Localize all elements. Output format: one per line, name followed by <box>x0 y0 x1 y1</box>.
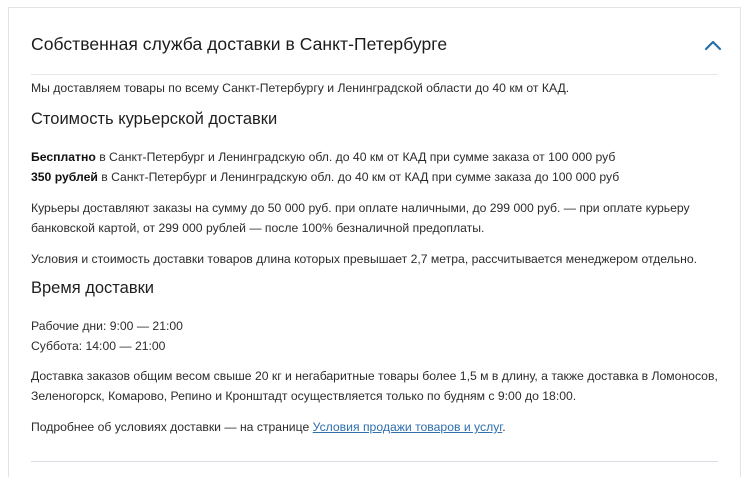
more-info-prefix: Подробнее об условиях доставки — на странице <box>31 420 313 434</box>
header-divider <box>31 74 718 75</box>
workdays-text: Рабочие дни: 9:00 — 21:00 <box>31 319 183 333</box>
cost-free-text: в Санкт-Петербург и Ленинградскую обл. до 40 км от КАД при сумме заказа от 100 000 руб <box>95 150 616 164</box>
cost-paid-label: 350 рублей <box>31 170 98 184</box>
time-heading: Время доставки <box>31 279 155 297</box>
accordion-header[interactable] <box>9 8 740 74</box>
cost-free-label: Бесплатно <box>31 150 96 164</box>
cost-line-free <box>31 147 615 167</box>
couriers-text-line1: Курьеры доставляют заказы на сумму до 50 000 руб. при оплате наличными, до 299 000 руб. — при оплате курьеру <box>31 201 690 215</box>
more-info-text <box>31 417 506 437</box>
heavy-goods-line1: Доставка заказов общим весом свыше 20 кг и негабаритные товары более 1,5 м в длину, а также доставка в Ломоносов, <box>31 369 718 383</box>
bottom-divider <box>31 461 718 462</box>
cost-line-paid <box>31 167 619 187</box>
couriers-text-line2: банковской картой, от 299 000 рублей — после 100% безналичной предоплаты. <box>31 221 485 235</box>
cost-heading: Стоимость курьерской доставки <box>31 110 278 128</box>
cost-paid-text: в Санкт-Петербург и Ленинградскую обл. до 40 км от КАД при сумме заказа до 100 000 руб <box>97 170 620 184</box>
accordion-title: Собственная служба доставки в Санкт-Петербурге <box>31 34 448 54</box>
intro-text: Мы доставляем товары по всему Санкт-Петербургу и Ленинградской области до 40 км от КАД. <box>31 81 570 95</box>
delivery-accordion <box>8 7 741 477</box>
chevron-up-icon[interactable] <box>703 38 723 52</box>
saturday-text: Суббота: 14:00 — 21:00 <box>31 339 166 353</box>
heavy-goods-line2: Зеленогорск, Комарово, Репино и Кронштадт осуществляется только по будням с 9:00 до 18:00. <box>31 389 577 403</box>
terms-link[interactable]: Условия продажи товаров и услуг <box>312 420 503 434</box>
long-goods-text: Условия и стоимость доставки товаров длина которых превышает 2,7 метра, рассчитывается менеджером отдельно. <box>31 252 697 266</box>
more-info-suffix: . <box>502 420 506 434</box>
